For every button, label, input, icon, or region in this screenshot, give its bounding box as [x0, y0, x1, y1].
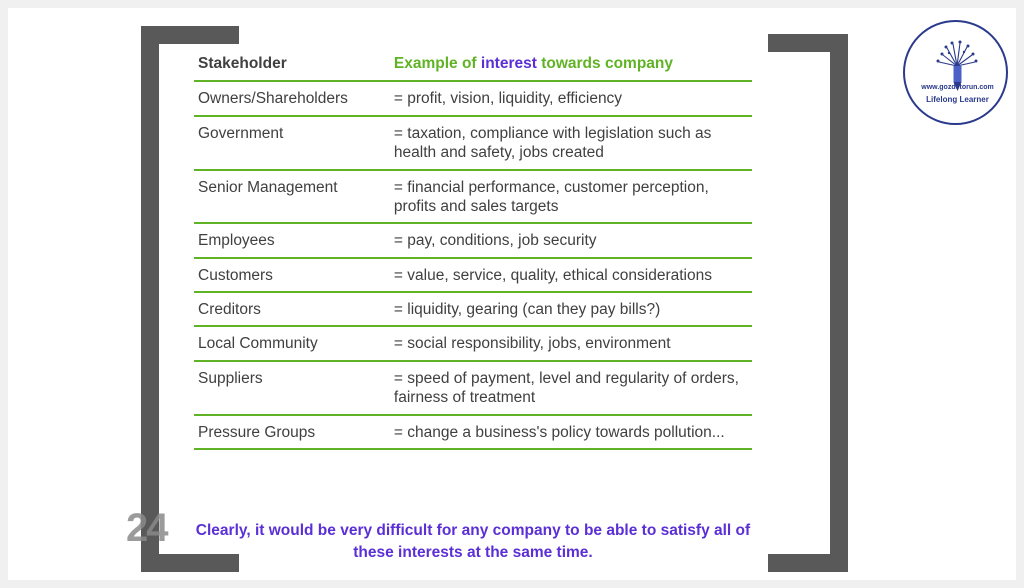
table-row [194, 170, 752, 224]
table-row [194, 326, 752, 360]
cell-interest: = financial performance, customer perception, profits and sales targets [390, 170, 752, 224]
table-row [194, 292, 752, 326]
header-interest-part2: towards company [536, 55, 673, 72]
table-body [194, 81, 752, 449]
table-row [194, 361, 752, 415]
slide-number-watermark: 24 [126, 506, 167, 550]
cell-stakeholder: Local Community [194, 326, 390, 360]
frame-top-left-bar [141, 26, 239, 44]
table-row [194, 223, 752, 257]
header-interest [390, 52, 752, 81]
cell-interest: = speed of payment, level and regularity of orders, fairness of treatment [390, 361, 752, 415]
frame-top-right-bar [768, 34, 848, 52]
cell-stakeholder: Creditors [194, 292, 390, 326]
table-head [194, 52, 752, 81]
header-interest-part1: Example of [393, 55, 481, 72]
cell-interest: = profit, vision, liquidity, efficiency [390, 81, 752, 115]
cell-stakeholder: Customers [194, 258, 390, 292]
frame-left-bar [141, 26, 159, 572]
table-row [194, 81, 752, 115]
logo-tagline: Lifelong Learner [926, 95, 989, 104]
header-stakeholder: Stakeholder [194, 52, 390, 81]
cell-interest: = change a business's policy towards pollution... [390, 415, 752, 449]
table-header-row [194, 52, 752, 81]
cell-interest: = social responsibility, jobs, environment [390, 326, 752, 360]
cell-interest: = value, service, quality, ethical considerations [390, 258, 752, 292]
stakeholder-interest-table [194, 52, 752, 450]
cell-interest: = pay, conditions, job security [390, 223, 752, 257]
brand-logo [903, 20, 1008, 125]
table-row [194, 116, 752, 170]
table-row [194, 415, 752, 449]
frame-right-bar [830, 34, 848, 572]
closing-note: Clearly, it would be very difficult for any company to be able to satisfy all of these interests at the same time. [195, 522, 751, 562]
cell-stakeholder: Government [194, 116, 390, 170]
cell-stakeholder: Employees [194, 223, 390, 257]
cell-interest: = taxation, compliance with legislation such as health and safety, jobs created [390, 116, 752, 170]
pencil-sparks-icon [905, 22, 1010, 127]
table-row [194, 258, 752, 292]
slide-canvas [8, 8, 1016, 580]
cell-stakeholder: Pressure Groups [194, 415, 390, 449]
cell-stakeholder: Suppliers [194, 361, 390, 415]
header-interest-highlight: interest [480, 55, 537, 72]
cell-interest: = liquidity, gearing (can they pay bills?) [390, 292, 752, 326]
stakeholder-table-wrapper [194, 52, 752, 450]
cell-stakeholder: Owners/Shareholders [194, 81, 390, 115]
cell-stakeholder: Senior Management [194, 170, 390, 224]
frame-bottom-right-bar [768, 554, 848, 572]
logo-url-text: www.gozdetorun.com [921, 84, 994, 91]
